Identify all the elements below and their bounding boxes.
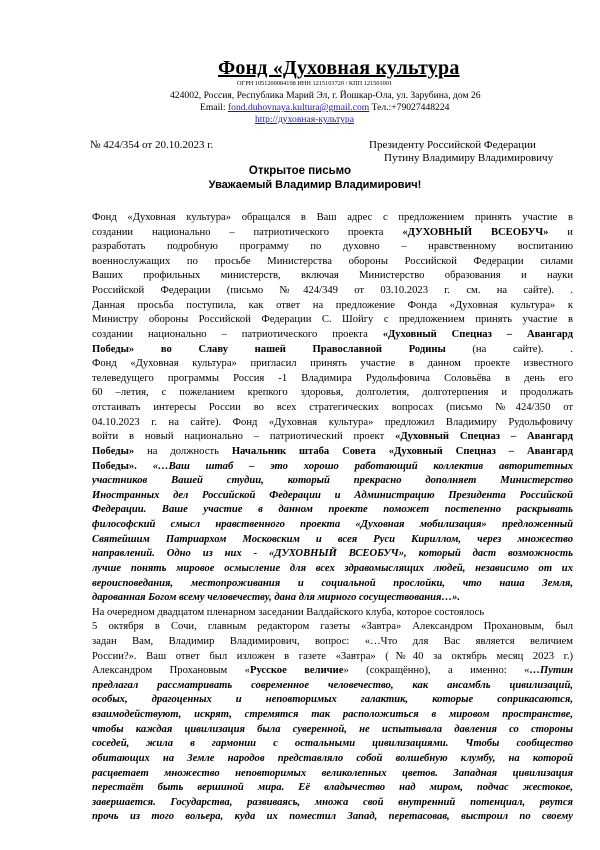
body-text-segment: (на сайте). .: [445, 343, 573, 355]
body-text-segment: Данная просьба поступила, как ответ на предложение Фонда «Духовная культура» к: [92, 299, 573, 311]
body-text-segment: 60 –летия, с пожеланием крепкого здоровья, долголетия, долготерпения и продолжать: [92, 387, 573, 399]
body-text-segment: чтобы каждая цивилизация была суверенной, не испытывала давления со стороны: [92, 723, 573, 735]
body-text-segment: соседей, жила в гармонии с остальными цивилизациями. Чтобы сообщество: [92, 738, 573, 750]
body-line: [92, 723, 573, 736]
body-text-segment: Ваших профильных министерств, включая Министерство образования и науки: [92, 270, 573, 282]
body-text-segment: Министру обороны Российской Федерации С. Шойгу с предложением принять участие в: [92, 314, 573, 326]
body-text-segment: Федерации. Ваше участие в данном проекте поможет постепенно раскрывать: [92, 504, 573, 516]
body-line: [92, 401, 573, 414]
body-text-segment: Российской Федерации (письмо №424/349 от 03.10.2023 г. см. на сайте). .: [92, 285, 573, 297]
body-line: [92, 650, 573, 663]
body-line: [92, 372, 573, 385]
body-line: [92, 620, 573, 633]
body-text-segment: предлагал рассматривать современное человечество, как ансамбль цивилизаций,: [92, 679, 573, 691]
website-link[interactable]: http://духовная-культура: [255, 114, 354, 125]
body-text-segment: России?». Ваш ответ был изложен в газете «Завтра» (№40 за октябрь месяц 2023 г.): [92, 650, 573, 662]
body-line: [92, 547, 573, 560]
body-line: [92, 430, 573, 443]
body-text-segment: Начальник штаба Совета «Духовный Спецназ – Авангард: [231, 445, 573, 457]
body-text-segment: На очередном двадцатом пленарном заседании Валдайского клуба, которое состоялось: [92, 606, 485, 618]
body-line: [92, 518, 573, 531]
body-text-segment: на должность: [134, 445, 232, 457]
org-name-heading: Фонд «Духовная культура: [218, 57, 460, 79]
body-line: [92, 752, 573, 765]
recipient-line-1: Президенту Российской Федерации: [369, 139, 536, 151]
body-line: [92, 357, 573, 370]
body-line: [92, 240, 573, 253]
body-text-segment: дарованная Богом всему человечеству, дана для мирного сосуществования…».: [92, 592, 461, 604]
body-text-segment: Победы».: [92, 460, 137, 472]
email-link[interactable]: fond.duhovnaya.kultura@gmail.com: [227, 102, 370, 113]
body-text-segment: задан Вам, Владимир Владимирович, вопрос: «…Что для Вас является величием: [92, 635, 573, 647]
body-text-segment: 5 октября в Сочи, главным редактором газеты «Завтра» Александром Прохановым, был: [92, 621, 573, 633]
body-text-segment: «Духовный Спецназ – Авангард: [395, 431, 573, 443]
body-line: [92, 591, 573, 604]
body-line: [92, 810, 573, 823]
body-text-segment: военнослужащих по просьбе Министерства обороны Российской Федерации силами: [92, 255, 573, 267]
body-line: [92, 664, 573, 677]
body-line: [92, 489, 573, 502]
body-text-segment: особых, драгоценных и неповторимых галактик, которые соприкасаются,: [92, 694, 573, 706]
body-line: [92, 693, 573, 706]
body-line: [92, 679, 573, 692]
body-line: [92, 445, 573, 458]
body-text-segment: войти в новый национально – патриотический проект: [92, 431, 396, 443]
body-text-segment: Александром Прохановым «: [92, 665, 250, 677]
body-line: [92, 767, 573, 780]
body-line: [92, 781, 573, 794]
registration-numbers: ОГРН 1051200084198 ИНН 1215103720 / КПП 121501001: [237, 80, 393, 87]
body-text-segment: …Путин: [529, 665, 573, 677]
body-text-segment: направлений. Одно из них - «ДУХОВНЫЙ ВСЕОБУЧ», который даст возможность: [92, 548, 573, 560]
body-text-segment: завершается. Государства, развиваясь, множа свой внутренний потенциал, рвутся: [92, 796, 573, 808]
letter-reference: № 424/354 от 20.10.2023 г.: [90, 139, 214, 151]
body-text-segment: Фонд «Духовная культура» обращался в Ваш адрес с предложением принять участие в: [92, 212, 573, 223]
body-text-segment: » (сокращённо), а именно: «: [343, 665, 530, 677]
body-line: [92, 503, 573, 516]
body-line: [92, 386, 573, 399]
body-text-segment: создании национально – патриотического проекта: [92, 328, 383, 340]
letter-title: Открытое письмо: [248, 165, 352, 177]
org-address: 424002, Россия, Республика Марий Эл, г. Йошкар-Ола, ул. Зарубина, дом 26: [170, 90, 481, 101]
body-text-segment: участников Вашей студии, который прекрасно дополняет Министерство: [92, 475, 573, 487]
body-text-segment: «…Ваш штаб – это хорошо работающий коллектив авторитетных: [136, 460, 573, 472]
phone-text: Тел.:+79027448224: [369, 102, 450, 113]
body-line: [92, 606, 573, 619]
body-line: [92, 299, 573, 312]
body-line: [92, 284, 573, 297]
body-text-segment: создании национально – патриотического проекта: [92, 226, 403, 238]
body-line: [92, 343, 573, 356]
body-text-segment: философский смысл нравственного проекта «Духовная мобилизация» предложенный: [92, 519, 573, 531]
body-line: [92, 577, 573, 590]
body-text-segment: 04.10.2023 г. на сайте). Фонд «Духовная культура» предложил Владимиру Рудольфовичу: [92, 416, 573, 428]
body-line: [92, 460, 573, 473]
body-line: [92, 211, 573, 224]
body-text-segment: Победы» во Славу нашей Православной Родины: [92, 343, 446, 355]
letter-greeting: Уважаемый Владимир Владимирович!: [208, 179, 422, 191]
body-text-segment: Русское величие: [249, 665, 344, 677]
body-text-segment: лучше понять мировое осмысление для всех здравомыслящих людей, независимо от их: [92, 562, 573, 574]
body-line: [92, 255, 573, 268]
body-text-segment: взаимодействуют, искрят, стремятся так расположиться в мировом пространстве,: [92, 709, 573, 721]
email-label: Email:: [200, 102, 228, 113]
body-text-segment: «ДУХОВНЫЙ ВСЕОБУЧ»: [402, 226, 549, 238]
body-line: [92, 269, 573, 282]
body-line: [92, 635, 573, 648]
body-text-segment: Победы»: [92, 445, 135, 457]
body-line: [92, 796, 573, 809]
body-text-segment: расцветает множество неповторимых великолепных цветов. Западная цивилизация: [92, 767, 573, 779]
body-text-segment: обитающих на Земле народов представляло собой волшебную клумбу, на которой: [92, 752, 573, 764]
body-text-segment: телеведущего программы Россия -1 Владимира Рудольфовича Соловьёва в день его: [92, 372, 573, 384]
body-text-segment: и: [548, 226, 573, 238]
body-line: [92, 328, 573, 341]
body-text-segment: вероисповедания, местопроживания и социальной прослойки, что наша Земля,: [92, 577, 573, 589]
body-text-segment: Иностранных дел Российской Федерации и Администрацию Президента Российской: [92, 489, 573, 501]
body-text-segment: Святейшим Патриархом Московским и всея Руси Кириллом, через множество: [92, 533, 573, 545]
body-text-segment: прочь из того вольера, куда их поместил Запад, перетасовав, выстроил по своему: [92, 811, 573, 823]
body-line: [92, 562, 573, 575]
body-text-segment: «Духовный Спецназ – Авангард: [382, 328, 573, 340]
body-line: [92, 416, 573, 429]
body-line: [92, 708, 573, 721]
body-text-segment: разработать подробную программу по духовно – нравственному воспитанию: [92, 241, 573, 253]
body-text-segment: отстаивать интересы России во всех стратегических вопросах (письмо №424/350 от: [92, 402, 573, 414]
contact-line: [200, 102, 449, 113]
body-line: [92, 474, 573, 487]
body-line: [92, 313, 573, 326]
body-line: [92, 737, 573, 750]
body-line: [92, 533, 573, 546]
recipient-line-2: Путину Владимиру Владимировичу: [384, 152, 554, 164]
body-text-segment: перестаёт быть вершиной мира. Её владычество над миром, подчас жестокое,: [92, 782, 573, 794]
body-text-segment: Фонд «Духовная культура» пригласил принять участие в данном проекте известного: [92, 358, 573, 370]
body-line: [92, 226, 573, 239]
